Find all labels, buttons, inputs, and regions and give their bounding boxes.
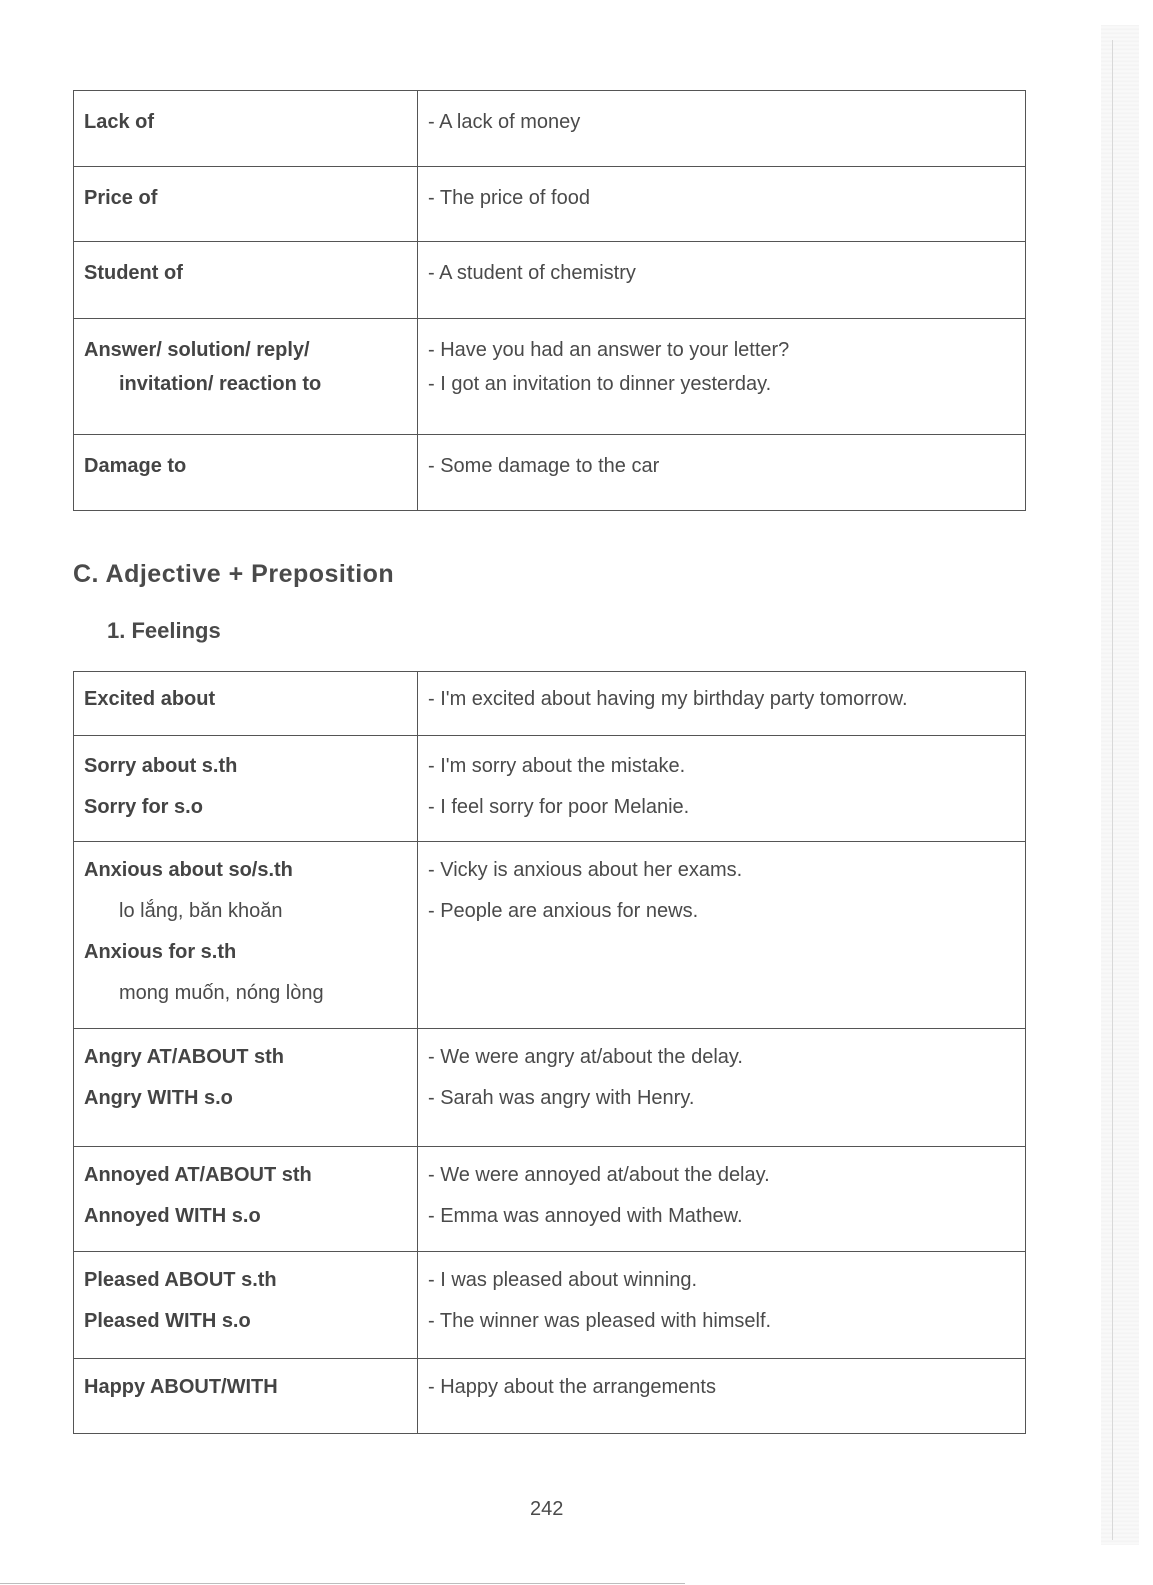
example-cell — [418, 435, 1026, 511]
term-cell — [74, 242, 418, 319]
term-cell — [74, 672, 418, 736]
term-text: Pleased ABOUT s.th — [84, 1269, 277, 1291]
adjective-preposition-table — [73, 671, 1026, 1434]
noun-preposition-table — [73, 90, 1026, 511]
table-row — [74, 736, 1026, 842]
example-text: - I'm sorry about the mistake. — [428, 755, 686, 777]
page-number: 242 — [530, 1498, 564, 1520]
example-text: - I was pleased about winning. — [428, 1269, 698, 1291]
example-text: - Vicky is anxious about her exams. — [428, 859, 743, 881]
example-text: - Some damage to the car — [428, 455, 660, 477]
term-text: Student of — [84, 262, 183, 284]
term-text: Sorry for s.o — [84, 796, 203, 818]
table-row — [74, 672, 1026, 736]
term-text: Answer/ solution/ reply/ — [84, 339, 310, 361]
example-text: - Have you had an answer to your letter? — [428, 339, 790, 361]
table-row — [74, 435, 1026, 511]
example-text: - Emma was annoyed with Mathew. — [428, 1205, 743, 1227]
table-row — [74, 91, 1026, 167]
term-text: Happy ABOUT/WITH — [84, 1376, 278, 1398]
example-cell — [418, 242, 1026, 319]
example-text: - People are anxious for news. — [428, 900, 699, 922]
example-text: - I'm excited about having my birthday party tomorrow. — [428, 688, 908, 710]
term-cell — [74, 435, 418, 511]
table-row — [74, 319, 1026, 435]
example-cell — [418, 672, 1026, 736]
example-text: - I feel sorry for poor Melanie. — [428, 796, 690, 818]
example-cell — [418, 167, 1026, 242]
example-text: - A lack of money — [428, 111, 581, 133]
example-cell — [418, 1359, 1026, 1434]
bottom-divider — [0, 1583, 685, 1584]
example-cell — [418, 319, 1026, 435]
term-cell — [74, 1029, 418, 1147]
scan-edge-line — [1112, 40, 1113, 1540]
example-text: - A student of chemistry — [428, 262, 636, 284]
term-text: Sorry about s.th — [84, 755, 238, 777]
term-gloss: mong muốn, nóng lòng — [119, 982, 324, 1004]
example-text: - We were angry at/about the delay. — [428, 1046, 743, 1068]
term-cell — [74, 736, 418, 842]
example-text: - We were annoyed at/about the delay. — [428, 1164, 770, 1186]
example-cell — [418, 1252, 1026, 1359]
table-row — [74, 842, 1026, 1029]
term-text: Anxious about so/s.th — [84, 859, 293, 881]
example-cell — [418, 736, 1026, 842]
term-text: Annoyed WITH s.o — [84, 1205, 261, 1227]
term-text: invitation/ reaction to — [119, 373, 322, 395]
term-text: Excited about — [84, 688, 216, 710]
term-cell — [74, 1147, 418, 1252]
term-text: Damage to — [84, 455, 187, 477]
example-text: - The winner was pleased with himself. — [428, 1310, 772, 1332]
term-text: Angry WITH s.o — [84, 1087, 233, 1109]
term-text: Annoyed AT/ABOUT sth — [84, 1164, 312, 1186]
example-cell — [418, 842, 1026, 1029]
example-cell — [418, 91, 1026, 167]
example-text: - Sarah was angry with Henry. — [428, 1087, 695, 1109]
example-text: - I got an invitation to dinner yesterday. — [428, 373, 772, 395]
term-text: Anxious for s.th — [84, 941, 237, 963]
term-gloss: lo lắng, băn khoăn — [119, 900, 283, 922]
term-text: Angry AT/ABOUT sth — [84, 1046, 284, 1068]
example-cell — [418, 1029, 1026, 1147]
table-row — [74, 167, 1026, 242]
table-row — [74, 1029, 1026, 1147]
example-text: - Happy about the arrangements — [428, 1376, 716, 1398]
example-cell — [418, 1147, 1026, 1252]
table-row — [74, 242, 1026, 319]
subsection-heading: 1. Feelings — [107, 618, 221, 643]
term-cell — [74, 842, 418, 1029]
term-text: Lack of — [84, 111, 155, 133]
term-cell — [74, 1359, 418, 1434]
section-heading: C. Adjective + Preposition — [73, 560, 395, 588]
term-cell — [74, 1252, 418, 1359]
term-cell — [74, 167, 418, 242]
table-row — [74, 1252, 1026, 1359]
term-cell — [74, 319, 418, 435]
scan-edge-shading — [1101, 25, 1139, 1545]
term-cell — [74, 91, 418, 167]
table-row — [74, 1359, 1026, 1434]
term-text: Pleased WITH s.o — [84, 1310, 251, 1332]
example-text: - The price of food — [428, 187, 590, 209]
table-row — [74, 1147, 1026, 1252]
term-text: Price of — [84, 187, 158, 209]
